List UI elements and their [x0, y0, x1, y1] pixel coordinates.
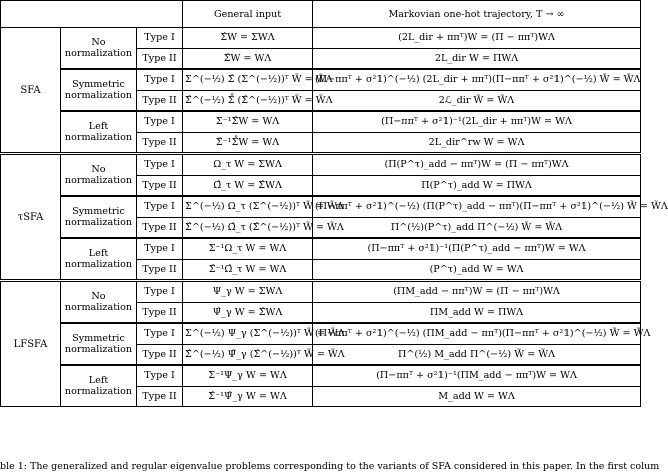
table-row: [1, 238, 641, 259]
markovian-equation: (ΠM_add − ππᵀ)W = (Π − ππᵀ)WΛ: [313, 281, 641, 303]
general-input-equation: Σ^(−½) Ω_τ (Σ^(−½))ᵀ W̃ = W̃Λ: [183, 196, 313, 217]
table-row: [1, 69, 641, 90]
table-row: [1, 281, 641, 303]
markovian-equation: (Π−ππᵀ + σ²𝟙)⁻¹(Π(P^τ)_add − ππᵀ)W = WΛ: [313, 238, 641, 259]
markovian-equation: Π(P^τ)_add W = ΠWΛ: [313, 175, 641, 196]
markovian-equation: Π^(½) M_add Π^(−½) W̃ = W̃Λ: [313, 344, 641, 365]
table-row: [1, 154, 641, 176]
general-input-equation: Σ^(−½) Σ̂ (Σ^(−½))ᵀ W̃ = W̃Λ: [183, 69, 313, 90]
header-general-input: General input: [183, 1, 313, 28]
markovian-equation: 2L_dir^rw W = WΛ: [313, 132, 641, 154]
normalization-label: No normalization: [61, 28, 137, 70]
header-markovian: Markovian one-hot trajectory, T → ∞: [313, 1, 641, 28]
general-input-equation: Σ̂⁻¹Ω̂_τ W = WΛ: [183, 259, 313, 281]
problem-type: Type II: [137, 302, 183, 323]
normalization-label: Left normalization: [61, 111, 137, 154]
table-row: [1, 28, 641, 49]
problem-type: Type I: [137, 69, 183, 90]
table-row: [1, 111, 641, 132]
problem-type: Type II: [137, 344, 183, 365]
problem-type: Type II: [137, 132, 183, 154]
markovian-equation: (2L_dir + ππᵀ)W = (Π − ππᵀ)WΛ: [313, 28, 641, 49]
table-row: [1, 196, 641, 217]
problem-type: Type II: [137, 386, 183, 407]
markovian-equation: (Π−ππᵀ + σ²𝟙)^(−½) (Π(P^τ)_add − ππᵀ)(Π−ππᵀ + σ²𝟙)^(−½) W̃ = W̃Λ: [313, 196, 641, 217]
normalization-label: No normalization: [61, 281, 137, 324]
markovian-equation: (Π−ππᵀ + σ²𝟙)⁻¹(ΠM_add − ππᵀ)W = WΛ: [313, 365, 641, 386]
problem-type: Type II: [137, 175, 183, 196]
markovian-equation: (Π−ππᵀ + σ²𝟙)^(−½) (2L_dir + ππᵀ)(Π−ππᵀ + σ²𝟙)^(−½) W̃ = W̃Λ: [313, 69, 641, 90]
problem-type: Type I: [137, 154, 183, 176]
markovian-equation: (P^τ)_add W = WΛ: [313, 259, 641, 281]
problem-type: Type I: [137, 323, 183, 344]
problem-type: Type I: [137, 365, 183, 386]
problem-type: Type I: [137, 196, 183, 217]
general-input-equation: Σ̂⁻¹Σ̂̂W = WΛ: [183, 132, 313, 154]
problem-type: Type I: [137, 238, 183, 259]
markovian-equation: (Π(P^τ)_add − ππᵀ)W = (Π − ππᵀ)WΛ: [313, 154, 641, 176]
header-blank: [1, 1, 183, 28]
table-row: [1, 323, 641, 344]
general-input-equation: Σ̂^(−½) Σ̂̂ (Σ̂^(−½))ᵀ W̃ = W̃Λ: [183, 90, 313, 111]
problem-type: Type II: [137, 48, 183, 69]
general-input-equation: Σ⁻¹Ω_τ W = WΛ: [183, 238, 313, 259]
problem-type: Type II: [137, 217, 183, 238]
problem-type: Type I: [137, 111, 183, 132]
normalization-label: Symmetric normalization: [61, 69, 137, 111]
general-input-equation: Σ̂W = ΣWΛ: [183, 28, 313, 49]
general-input-equation: Ψ̂_γ W = Σ̂WΛ: [183, 302, 313, 323]
markovian-equation: Π^(½)(P^τ)_add Π^(−½) W̃ = W̃Λ: [313, 217, 641, 238]
general-input-equation: Σ̂^(−½) Ω̂_τ (Σ̂^(−½))ᵀ W̃ = W̃Λ: [183, 217, 313, 238]
general-input-equation: Σ⁻¹Ψ_γ W = WΛ: [183, 365, 313, 386]
markovian-equation: M_add W = WΛ: [313, 386, 641, 407]
general-input-equation: Ω_τ W = ΣWΛ: [183, 154, 313, 176]
general-input-equation: Ψ_γ W = ΣWΛ: [183, 281, 313, 303]
markovian-equation: (Π−ππᵀ + σ²𝟙)^(−½) (ΠM_add − ππᵀ)(Π−ππᵀ + σ²𝟙)^(−½) W̃ = W̃Λ: [313, 323, 641, 344]
problem-type: Type I: [137, 28, 183, 49]
problem-type: Type II: [137, 259, 183, 281]
general-input-equation: Σ̂⁻¹Ψ̂_γ W = WΛ: [183, 386, 313, 407]
general-input-equation: Σ⁻¹Σ̂W = WΛ: [183, 111, 313, 132]
table-row: [1, 365, 641, 386]
markovian-equation: 2ℒ_dir W̃ = W̃Λ: [313, 90, 641, 111]
markovian-equation: ΠM_add W = ΠWΛ: [313, 302, 641, 323]
normalization-label: Left normalization: [61, 238, 137, 281]
general-input-equation: Σ̂W = WΛ: [183, 48, 313, 69]
method-name: LFSFA: [1, 281, 61, 407]
header-row: [1, 1, 641, 28]
normalization-label: No normalization: [61, 154, 137, 197]
markovian-equation: (Π−ππᵀ + σ²𝟙)⁻¹(2L_dir + ππᵀ)W = WΛ: [313, 111, 641, 132]
general-input-equation: Σ̂^(−½) Ψ̂_γ (Σ̂^(−½))ᵀ W̃ = W̃Λ: [183, 344, 313, 365]
normalization-label: Symmetric normalization: [61, 196, 137, 238]
markovian-equation: 2L_dir W = ΠWΛ: [313, 48, 641, 69]
table-body: [1, 28, 668, 407]
general-input-equation: Σ^(−½) Ψ_γ (Σ^(−½))ᵀ W̃ = W̃Λ: [183, 323, 313, 344]
general-input-equation: Ω̂_τ W = Σ̂WΛ: [183, 175, 313, 196]
normalization-label: Symmetric normalization: [61, 323, 137, 365]
method-name: τSFA: [1, 154, 61, 281]
problem-type: Type II: [137, 90, 183, 111]
normalization-label: Left normalization: [61, 365, 137, 407]
method-name: SFA: [1, 28, 61, 154]
problem-type: Type I: [137, 281, 183, 303]
table-caption: ble 1: The generalized and regular eigenvalue problems corresponding to the variants of SFA considered in this paper. In the first colum: [0, 461, 660, 472]
